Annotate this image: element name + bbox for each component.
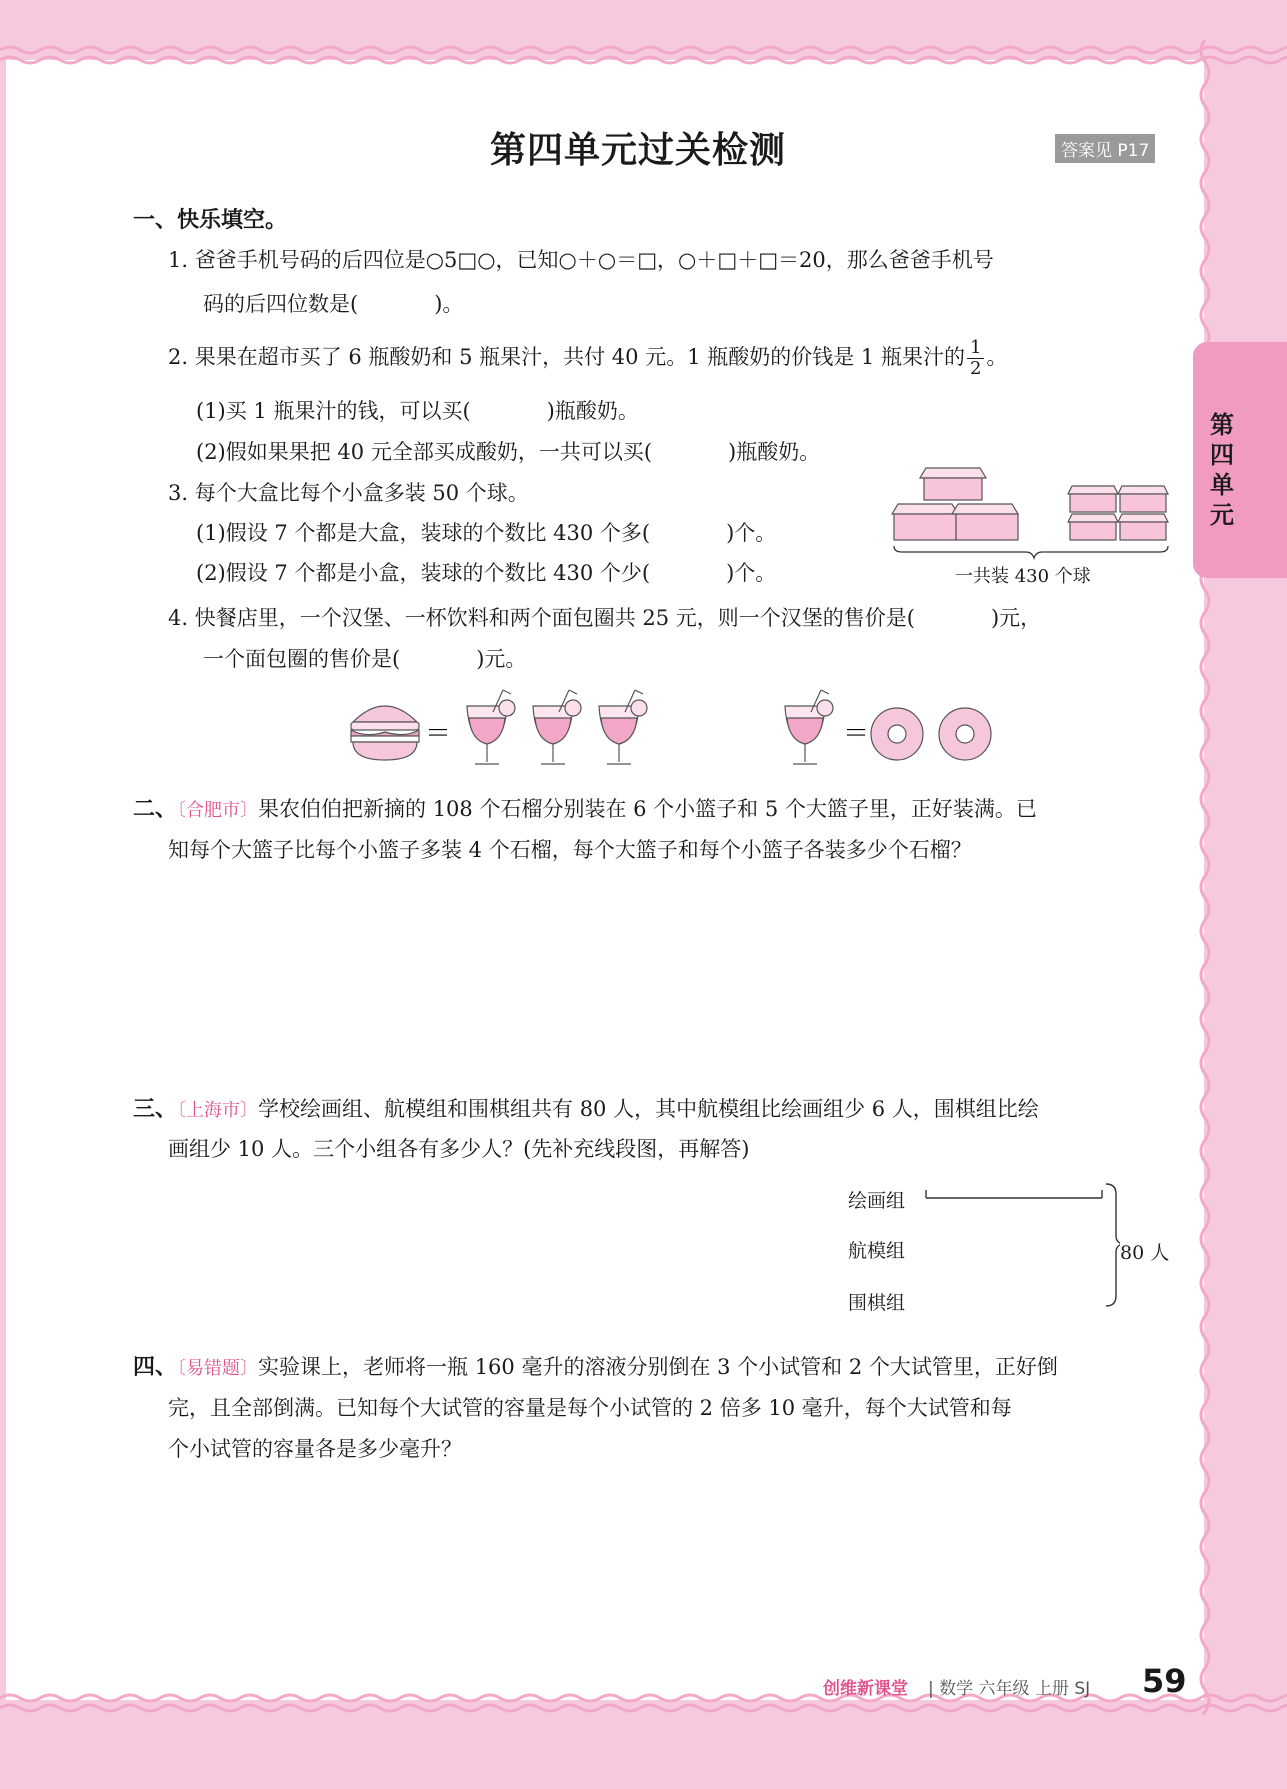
q2-sub2-end: )瓶酸奶。 (728, 440, 821, 464)
food-equation-illustration (345, 682, 1005, 772)
segment-label-model: 航模组 (848, 1240, 906, 1262)
q3-sub1-text: (1)假设 7 个都是大盒，装球的个数比 430 个多( (196, 521, 651, 545)
section2-line1 (133, 792, 1037, 823)
segment-total-label: 80 人 (1120, 1242, 1170, 1264)
small-box-1 (1068, 486, 1118, 512)
boxes-caption: 一共装 430 个球 (955, 566, 1091, 587)
q2-sub1-text: (1)买 1 瓶果汁的钱，可以买( (196, 399, 471, 423)
drink-icon-4 (785, 690, 833, 764)
section4-number: 四、 (133, 1355, 178, 1380)
boxes-brace (894, 546, 1168, 558)
footer-brand: 创维新课堂 (823, 1679, 908, 1699)
q3-sub2 (196, 557, 776, 587)
drink-icon-1 (467, 690, 515, 764)
q2-line1 (168, 338, 1007, 379)
right-wave-border (1190, 40, 1220, 1715)
segment-diagram (920, 1180, 1120, 1315)
q3-line1: 3. 每个大盒比每个小盒多装 50 个球。 (168, 481, 529, 505)
big-box-left (892, 504, 958, 540)
drink-icon-2 (533, 690, 581, 764)
q3-sub1 (196, 517, 776, 547)
section4-line1-text: 实验课上，老师将一瓶 160 毫升的溶液分别倒在 3 个小试管和 2 个大试管里，正好倒 (258, 1355, 1058, 1379)
big-box-top (920, 468, 986, 500)
q1-line1: 1. 爸爸手机号码的后四位是○5□○，已知○＋○＝□，○＋□＋□＝20，那么爸爸手机号 (168, 248, 994, 272)
q3-sub2-text: (2)假设 7 个都是小盒，装球的个数比 430 个少( (196, 561, 651, 585)
big-box-right (952, 504, 1018, 540)
segment-label-painting: 绘画组 (848, 1190, 906, 1212)
answer-reference-badge: 答案见 P17 (1055, 134, 1155, 163)
q1-line2 (203, 288, 463, 318)
page-title: 第四单元过关检测 (490, 130, 787, 171)
q3-sub1-end: )个。 (726, 521, 777, 545)
section3-line2: 画组少 10 人。三个小组各有多少人？(先补充线段图，再解答) (168, 1137, 750, 1161)
q2-line1-text: 2. 果果在超市买了 6 瓶酸奶和 5 瓶果汁，共付 40 元。1 瓶酸奶的价钱是 1 瓶果汁的 (168, 345, 965, 369)
section1-heading: 一、快乐填空。 (133, 208, 288, 233)
small-box-4 (1118, 514, 1168, 540)
section3-number: 三、 (133, 1097, 178, 1122)
q2-sub2-text: (2)假如果果把 40 元全部买成酸奶，一共可以买( (196, 440, 653, 464)
unit-side-tab-label: 第四单元 (1210, 411, 1234, 529)
q4-line2 (203, 643, 526, 673)
burger-icon (351, 706, 419, 760)
top-wave-border (0, 40, 1287, 70)
section2-number: 二、 (133, 797, 178, 822)
q1-line2-text: 码的后四位数是( (203, 292, 359, 316)
segment-label-go: 围棋组 (848, 1292, 906, 1314)
section4-line1 (133, 1350, 1058, 1381)
q2-fraction-denominator: 2 (969, 358, 982, 379)
page-number: 59 (1142, 1662, 1187, 1700)
q2-sub1-end: )瓶酸奶。 (546, 399, 639, 423)
section4-source-tag: 〔易错题〕 (177, 1358, 259, 1379)
q3-sub2-end: )个。 (726, 561, 777, 585)
q4-line1-text: 4. 快餐店里，一个汉堡、一杯饮料和两个面包圈共 25 元，则一个汉堡的售价是( (168, 606, 915, 630)
section3-line1-text: 学校绘画组、航模组和围棋组共有 80 人，其中航模组比绘画组少 6 人，围棋组比绘 (258, 1097, 1039, 1121)
footer-info: | 数学 六年级 上册 SJ (928, 1679, 1091, 1699)
section2-source-tag: 〔合肥市〕 (177, 800, 259, 821)
drink-icon-3 (599, 690, 647, 764)
q4-line1 (168, 602, 1041, 632)
q2-sub1 (196, 395, 639, 425)
q2-fraction (967, 338, 984, 379)
q4-line2-text: 一个面包圈的售价是( (203, 647, 401, 671)
equals-sign-1: ＝ (425, 719, 452, 749)
section4-line2: 完，且全部倒满。已知每个大试管的容量是每个小试管的 2 倍多 10 毫升，每个大试管和每 (168, 1396, 1012, 1420)
donut-icon-2 (939, 708, 991, 760)
bottom-wave-border (0, 1688, 1287, 1718)
painting-segment (926, 1190, 1102, 1198)
equals-sign-2: ＝ (843, 719, 870, 749)
section3-line1 (133, 1092, 1039, 1123)
section2-line2: 知每个大篮子比每个小篮子多装 4 个石榴，每个大篮子和每个小篮子各装多少个石榴？ (168, 838, 972, 862)
small-box-2 (1118, 486, 1168, 512)
section3-source-tag: 〔上海市〕 (177, 1100, 259, 1121)
q2-sub2 (196, 436, 820, 466)
q4-line1-end: )元， (990, 606, 1042, 630)
small-box-3 (1068, 514, 1118, 540)
q1-line2-end: )。 (434, 292, 464, 316)
section2-line1-text: 果农伯伯把新摘的 108 个石榴分别装在 6 个小篮子和 5 个大篮子里，正好装满。已 (258, 797, 1037, 821)
q4-line2-end: )元。 (476, 647, 527, 671)
q2-fraction-numerator: 1 (967, 338, 984, 359)
total-brace (1106, 1184, 1120, 1306)
q2-line1-end: 。 (986, 345, 1008, 369)
section4-line3: 个小试管的容量各是多少毫升？ (168, 1437, 462, 1461)
donut-icon-1 (871, 708, 923, 760)
